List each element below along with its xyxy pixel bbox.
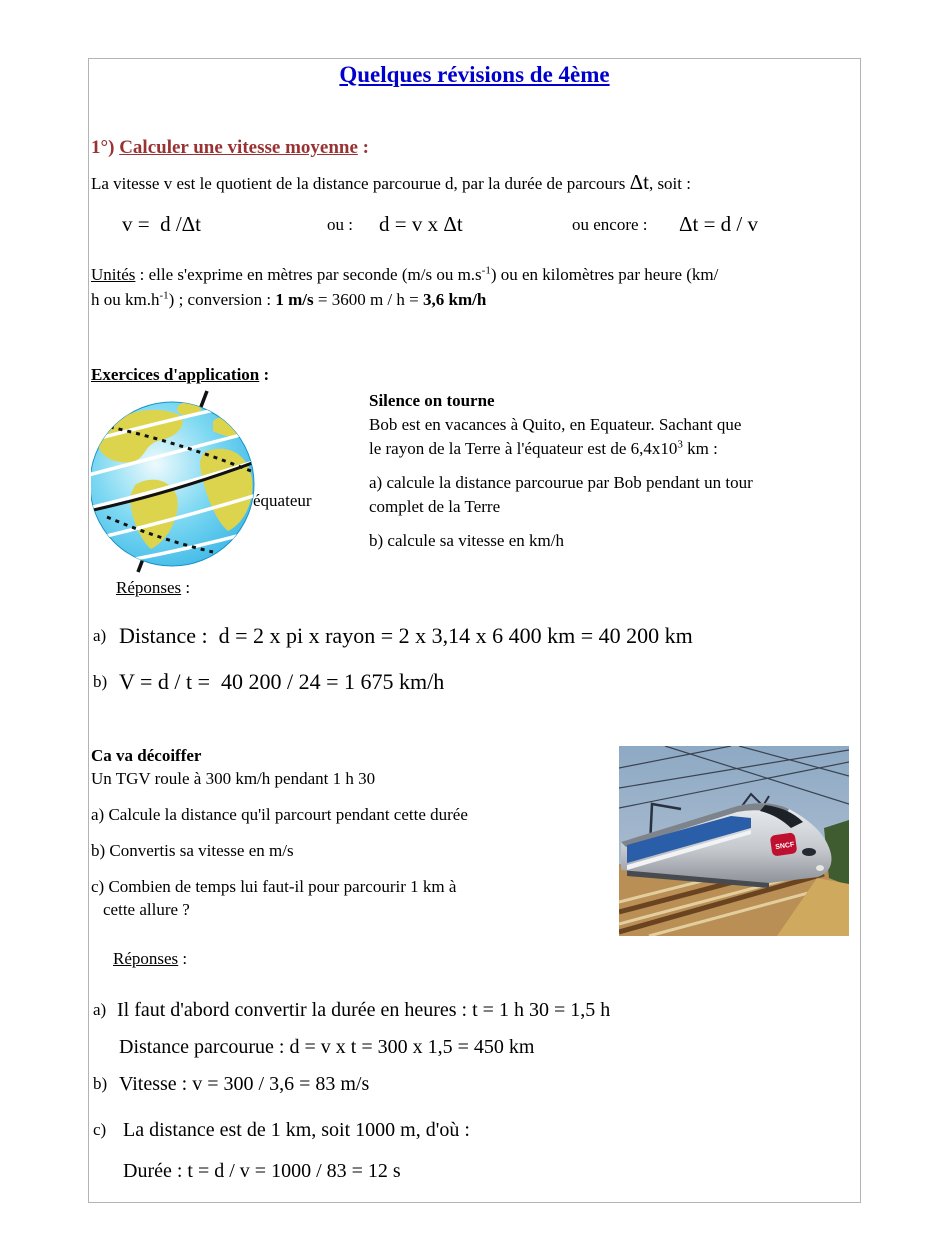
exercise-2-intro: Un TGV roule à 300 km/h pendant 1 h 30: [91, 769, 376, 788]
exercise-1-question-a-line-2: complet de la Terre: [369, 497, 501, 516]
exercise-2-answer-b: [89, 1066, 860, 1096]
formula-v: v = d /Δt: [122, 212, 202, 236]
units-paragraph: [91, 262, 859, 312]
answer-b-marker: b): [93, 1074, 108, 1093]
equator-label: équateur: [253, 491, 312, 510]
answer-c-text-2: Durée : t = d / v = 1000 / 83 = 12 s: [123, 1160, 401, 1182]
answer-b-marker: b): [93, 672, 108, 691]
document-page-frame: [88, 58, 861, 1203]
exercise-2-answer-c-line-2: [89, 1153, 860, 1183]
globe-figure: [91, 389, 341, 575]
definition-paragraph: La vitesse v est le quotient de la distance parcourue d, par la durée de parcours Δt, soit :: [91, 170, 691, 194]
exercises-heading: Exercices d'application :: [91, 365, 270, 384]
exercise-2-answer-a-line-1: [89, 992, 860, 1022]
svg-text:SNCF: SNCF: [774, 841, 795, 852]
exercise-1-question-b: b) calcule sa vitesse en km/h: [369, 531, 564, 550]
section-1-heading: 1°) Calculer une vitesse moyenne :: [91, 137, 369, 158]
answer-b-text: V = d / t = 40 200 / 24 = 1 675 km/h: [119, 669, 445, 694]
exercise-2-question-b: b) Convertis sa vitesse en m/s: [91, 841, 294, 860]
exercise-2-answer-c-line-1: [89, 1112, 860, 1142]
answer-a-text-1: Il faut d'abord convertir la durée en heures : t = 1 h 30 = 1,5 h: [117, 999, 611, 1021]
exercise-1-answer-b: [89, 663, 860, 695]
exercise-2-answers-label: Réponses :: [113, 949, 188, 968]
exercise-2-block: [91, 744, 636, 921]
headlight: [816, 865, 824, 871]
exercise-1-intro-line-1: Bob est en vacances à Quito, en Equateur. Sachant que: [369, 415, 742, 434]
exercise-2-question-c-line-2: cette allure ?: [103, 900, 190, 919]
answer-b-text: Vitesse : v = 300 / 3,6 = 83 m/s: [119, 1073, 370, 1095]
exercise-2-question-c-line-1: c) Combien de temps lui faut-il pour parcourir 1 km à: [91, 877, 457, 896]
formula-dt: Δt = d / v: [679, 212, 759, 236]
exercise-1-answers-label: Réponses :: [116, 578, 191, 597]
formula-d: d = v x Δt: [379, 212, 463, 236]
exercise-2-title: Ca va décoiffer: [91, 746, 202, 765]
answer-a-text-2: Distance parcourue : d = v x t = 300 x 1,5 = 450 km: [119, 1036, 535, 1058]
exercise-1-question-a-line-1: a) calcule la distance parcourue par Bob pendant un tour: [369, 473, 753, 492]
exercise-1-answer-a: [89, 617, 860, 649]
formula-ou-label: ou :: [327, 215, 362, 234]
answer-c-text-1: La distance est de 1 km, soit 1000 m, d'où :: [123, 1119, 470, 1141]
answer-a-marker: a): [93, 1000, 107, 1019]
answer-c-marker: c): [93, 1120, 107, 1139]
answer-a-marker: a): [93, 626, 107, 645]
formula-row: [89, 205, 860, 239]
page-title: Quelques révisions de 4ème: [339, 62, 610, 87]
units-line-2: h ou $km.h^{-1}$) ; conversion : 1 m/s = 3600 m / h = 3,6 km/h: [91, 289, 487, 309]
tgv-illustration: [619, 746, 849, 936]
exercise-2-question-a: a) Calcule la distance qu'il parcourt pendant cette durée: [91, 805, 468, 824]
units-line-1: Unités : elle s'exprime en mètres par seconde (m/s ou $m.s^{-1}$) ou en kilomètres par heure (km/: [91, 264, 719, 284]
sncf-logo: [770, 832, 798, 856]
exercise-1-intro-line-2: le rayon de la Terre à l'équateur est de $6,4x10^3$ km :: [369, 438, 718, 458]
exercise-1-title: Silence on tourne: [369, 391, 495, 410]
exercise-2-answer-a-line-2: [89, 1029, 860, 1059]
tgv-photo: [619, 746, 849, 936]
formula-ou-encore-label: ou encore :: [572, 215, 657, 234]
answer-a-text: Distance : d = 2 x pi x rayon = 2 x 3,14 x 6 400 km = 40 200 km: [119, 623, 693, 648]
globe-illustration: [91, 389, 341, 575]
cab-side-window: [802, 848, 816, 856]
exercise-1-block: [369, 389, 861, 553]
